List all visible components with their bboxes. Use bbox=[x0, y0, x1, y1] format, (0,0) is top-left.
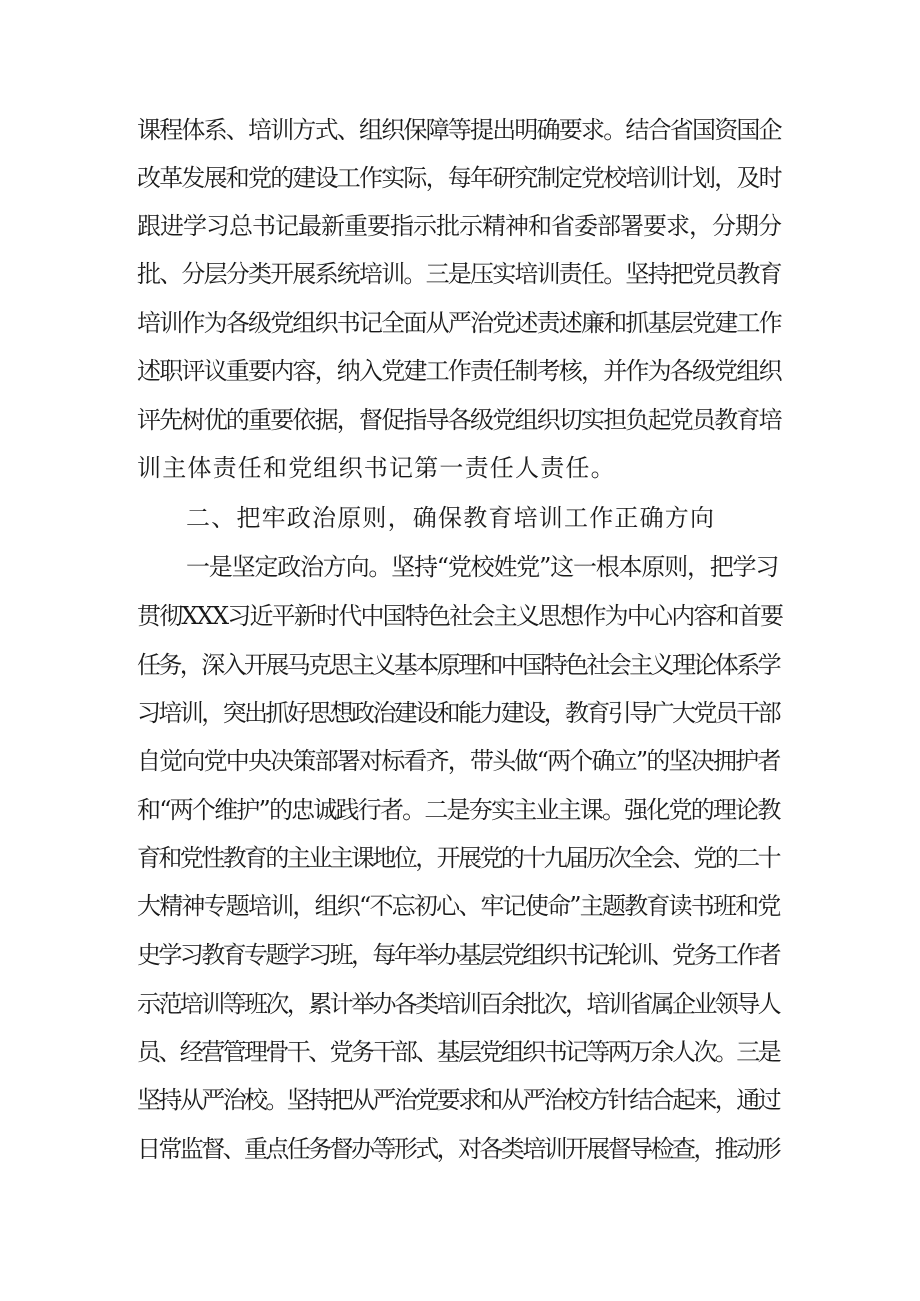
text-line: 大精神专题培训，组织“不忘初心、牢记使命”主题教育读书班和党 bbox=[137, 892, 780, 920]
section-heading: 二、把牢政治原则，确保教育培训工作正确方向 bbox=[186, 504, 716, 532]
text-line: 述职评议重要内容，纳入党建工作责任制考核，并作为各级党组织 bbox=[137, 357, 781, 385]
text-line: 和“两个维护”的忠诚践行者。二是夯实主业主课。强化党的理论教 bbox=[137, 796, 780, 824]
text-line: 培训作为各级党组织书记全面从严治党述责述廉和抓基层党建工作 bbox=[137, 309, 781, 337]
text-line: 史学习教育专题学习班，每年举办基层党组织书记轮训、党务工作者 bbox=[137, 941, 779, 969]
text-line: 日常监督、重点任务督办等形式，对各类培训开展督导检查，推动形 bbox=[137, 1135, 779, 1163]
text-line: 贯彻XXX习近平新时代中国特色社会主义思想作为中心内容和首要 bbox=[137, 602, 783, 630]
text-line: 育和党性教育的主业主课地位，开展党的十九届历次全会、党的二十 bbox=[137, 844, 779, 872]
text-line: 示范培训等班次，累计举办各类培训百余批次，培训省属企业领导人 bbox=[137, 990, 779, 1018]
text-line: 坚持从严治校。坚持把从严治党要求和从严治校方针结合起来，通过 bbox=[137, 1086, 779, 1114]
text-line: 课程体系、培训方式、组织保障等提出明确要求。结合省国资国企 bbox=[137, 116, 781, 144]
text-line: 任务，深入开展马克思主义基本原理和中国特色社会主义理论体系学 bbox=[137, 651, 779, 679]
text-line: 自觉向党中央决策部署对标看齐，带头做“两个确立”的坚决拥护者 bbox=[137, 747, 780, 775]
text-line: 员、经营管理骨干、党务干部、基层党组织书记等两万余人次。三是 bbox=[137, 1038, 779, 1066]
text-line: 习培训，突出抓好思想政治建设和能力建设，教育引导广大党员干部 bbox=[137, 699, 779, 727]
text-line: 评先树优的重要依据，督促指导各级党组织切实担负起党员教育培 bbox=[137, 406, 781, 434]
text-line: 一是坚定政治方向。坚持“党校姓党”这一根本原则，把学习 bbox=[186, 553, 779, 581]
text-line: 训主体责任和党组织书记第一责任人责任。 bbox=[137, 454, 616, 482]
text-line: 批、分层分类开展系统培训。三是压实培训责任。坚持把党员教育 bbox=[137, 260, 781, 288]
text-line: 跟进学习总书记最新重要指示批示精神和省委部署要求，分期分 bbox=[137, 212, 781, 240]
text-line: 改革发展和党的建设工作实际，每年研究制定党校培训计划，及时 bbox=[137, 164, 781, 192]
